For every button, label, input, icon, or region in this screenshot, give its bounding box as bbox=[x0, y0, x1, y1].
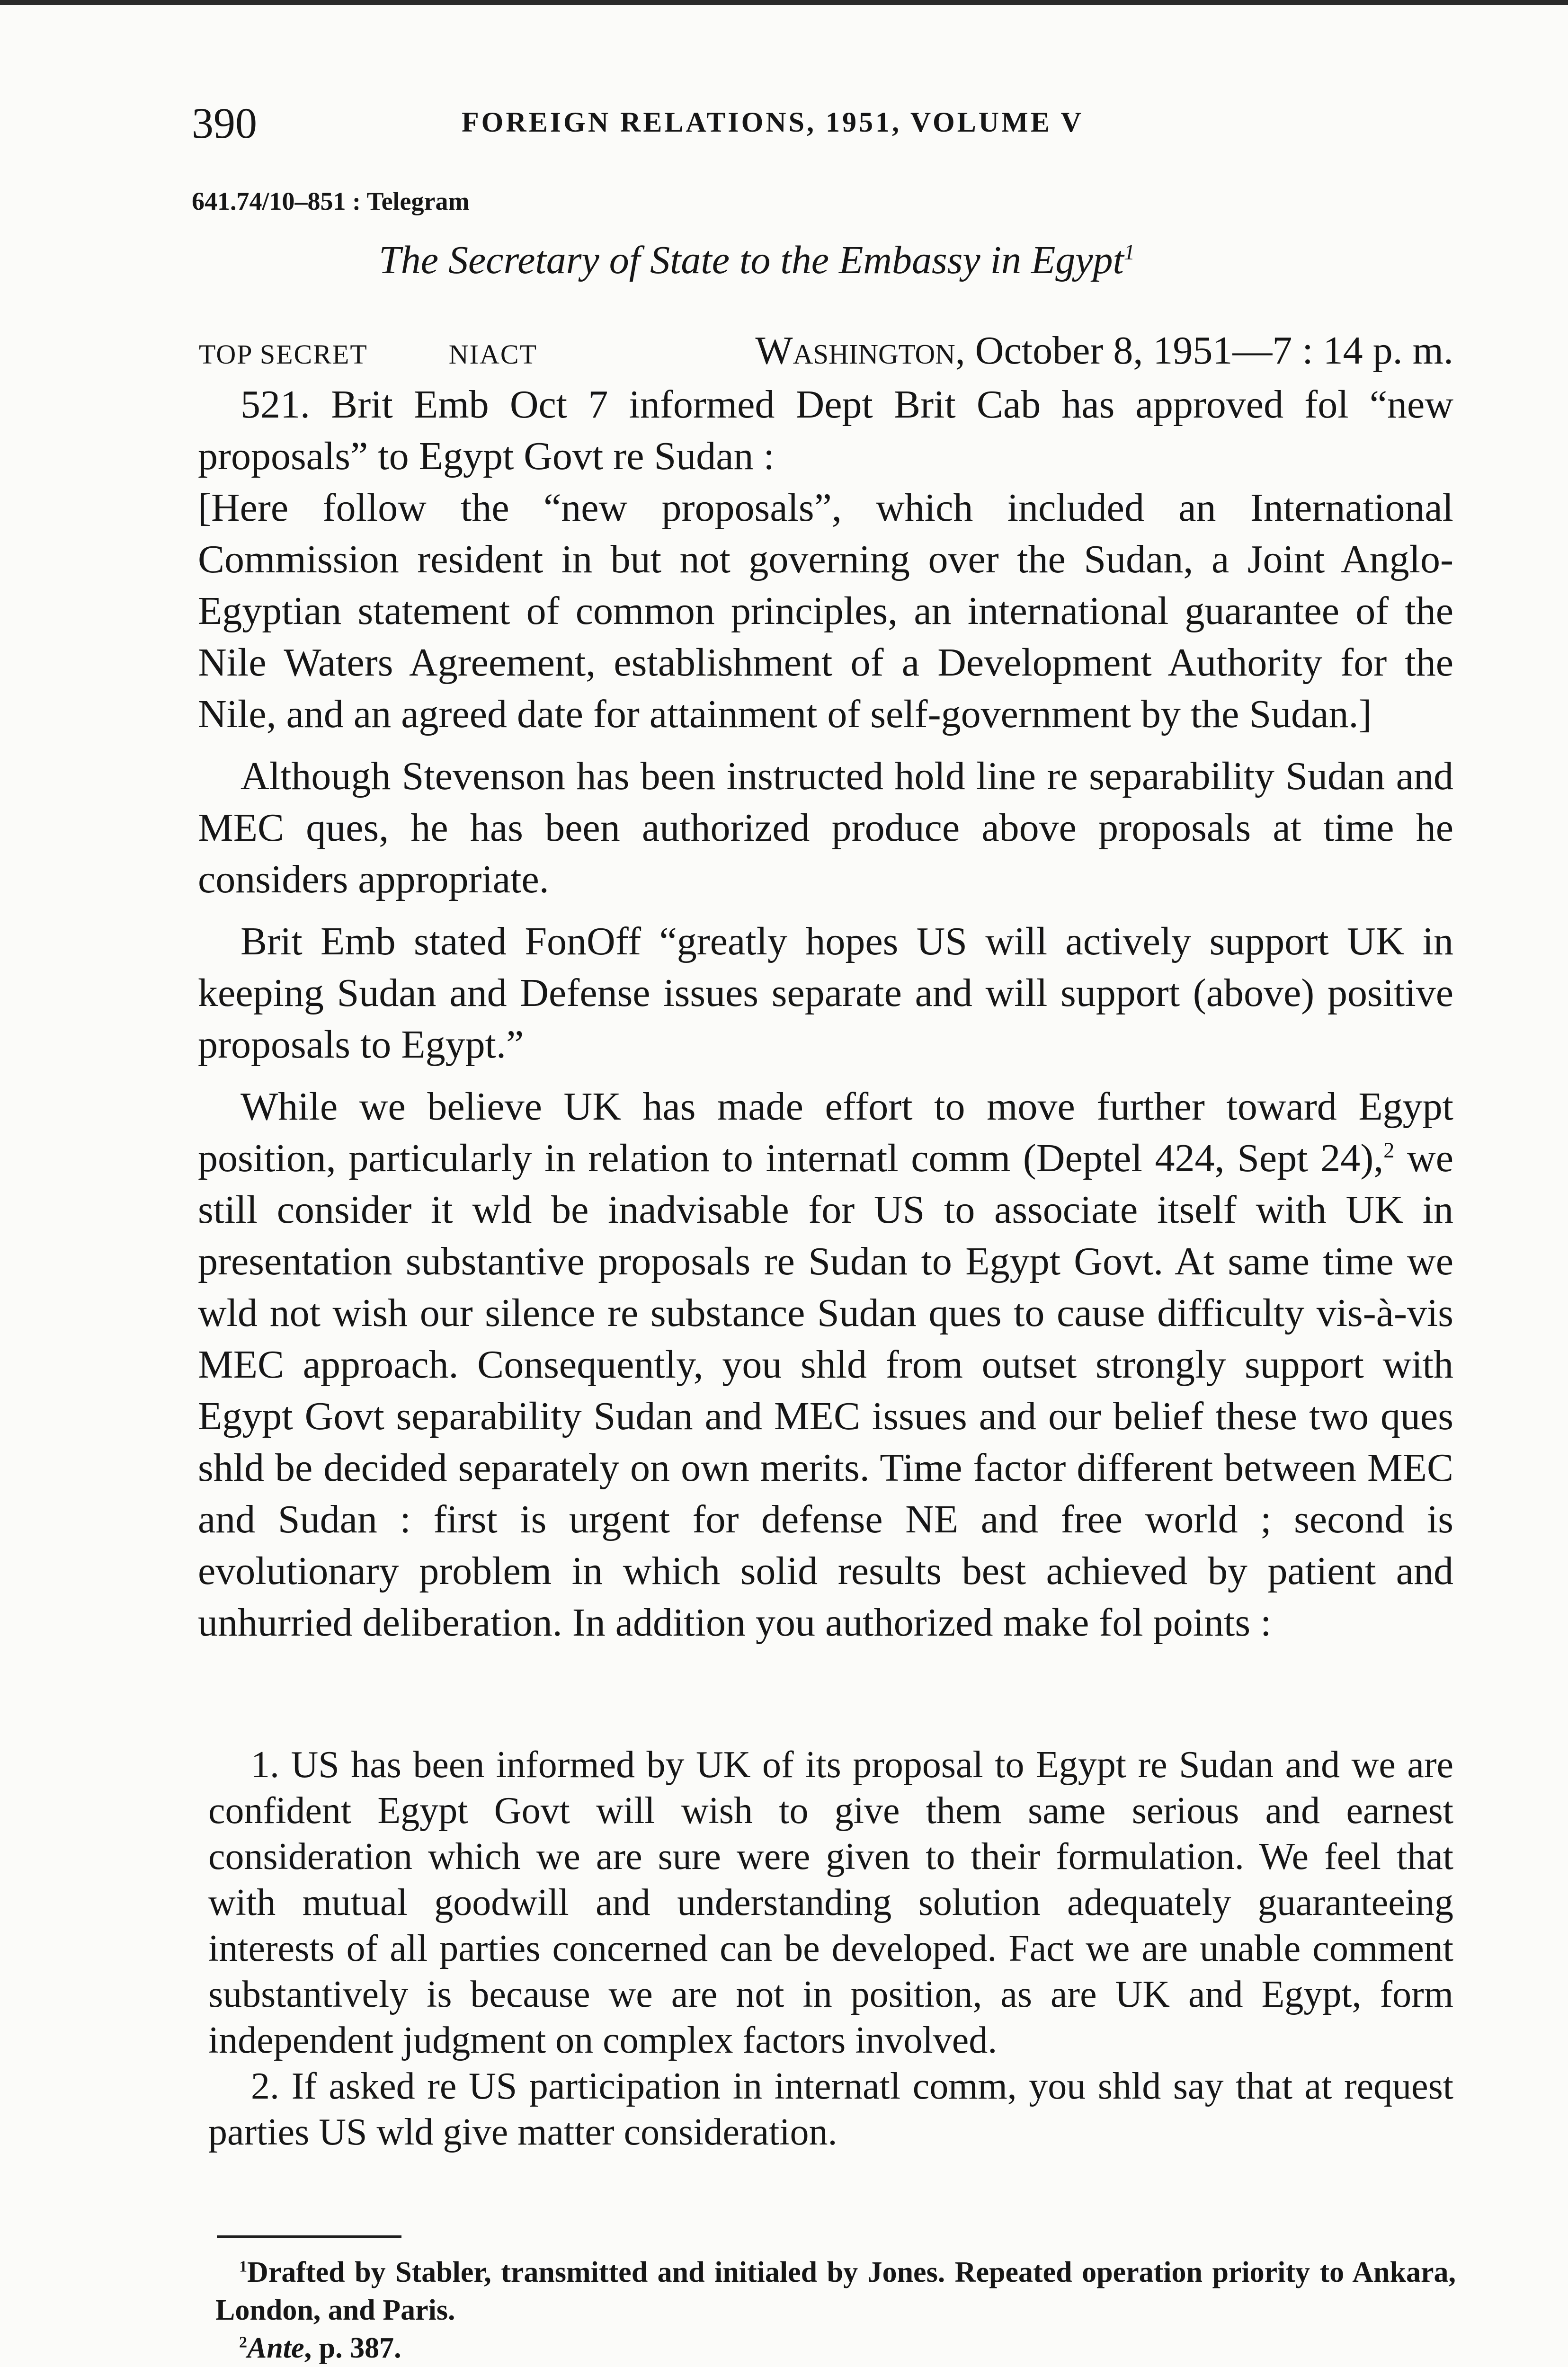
telegram-body bbox=[198, 379, 1453, 1648]
footnote-1-marker: 1 bbox=[239, 2258, 248, 2276]
paragraph-3: Although Stevenson has been instructed hold line re separability Sudan and MEC ques, he has been authorized produce above proposals at time he considers appropriate. bbox=[198, 754, 1453, 901]
footnote-2 bbox=[215, 2329, 1456, 2367]
footnote-marker-2: 2 bbox=[1383, 1138, 1395, 1162]
paragraph-5 bbox=[198, 1081, 1453, 1648]
top-border bbox=[0, 0, 1568, 5]
dateline bbox=[755, 325, 1453, 377]
date-time: , October 8, 1951—7 : 14 p. m. bbox=[955, 329, 1453, 373]
footnote-2-marker: 2 bbox=[239, 2333, 248, 2351]
footnote-2-ante: Ante bbox=[247, 2332, 304, 2364]
footnotes bbox=[215, 2253, 1456, 2367]
paragraph-1: 521. Brit Emb Oct 7 informed Dept Brit Cab has approved fol “new proposals” to Egypt Govt re Sudan : bbox=[198, 383, 1453, 478]
footnote-rule bbox=[217, 2235, 401, 2238]
page-number: 390 bbox=[192, 99, 257, 147]
page-header bbox=[192, 95, 1470, 151]
footnote-marker-1: 1 bbox=[1123, 240, 1135, 264]
editorial-note: [Here follow the “new proposals”, which included an International Commission resident in but not governing over the Sudan, a Joint Anglo-Egyptian statement of common principles, an international guarantee of the Nile Waters Agreement, establishment of a Development Authority for the Nile, and an agreed date for attainment of self-government by the Sudan.] bbox=[198, 486, 1453, 736]
paragraph-4: Brit Emb stated FonOff “greatly hopes US will actively support UK in keeping Sudan and Defense issues separate and will support (above) positive proposals to Egypt.” bbox=[198, 919, 1453, 1067]
classification-level: TOP SECRET bbox=[199, 339, 368, 370]
classification-line bbox=[199, 325, 1453, 377]
numbered-points bbox=[208, 1742, 1453, 2155]
footnote-2-text: , p. 387. bbox=[304, 2332, 401, 2364]
precedence: NIACT bbox=[448, 339, 537, 370]
document-title bbox=[379, 234, 1135, 286]
footnote-1-text: Drafted by Stabler, transmitted and initialed by Jones. Repeated operation priority to Ankara, London, and Paris. bbox=[215, 2256, 1456, 2326]
running-title: FOREIGN RELATIONS, 1951, VOLUME V bbox=[462, 107, 1084, 138]
paragraph-5-part-2: we still consider it wld be inadvisable for US to associate itself with UK in presentation substantive proposals re Sudan to Egypt Govt. At same time we wld not wish our silence re substance Sudan ques to cause difficulty vis-à-vis MEC approach. Consequently, you shld from outset strongly support with Egypt Govt separability Sudan and MEC issues and our belief these two ques shld be decided separately on own merits. Time factor different between MEC and Sudan : first is urgent for defense NE and free world ; second is evolutionary problem in which solid results best achieved by patient and unhurried deliberation. In addition you authorized make fol points : bbox=[198, 1136, 1453, 1645]
point-2: 2. If asked re US participation in internatl comm, you shld say that at request parties US wld give matter consideration. bbox=[208, 2065, 1453, 2153]
point-1: 1. US has been informed by UK of its proposal to Egypt re Sudan and we are confident Egypt Govt will wish to give them same serious and earnest consideration which we are sure were given to their formulation. We feel that with mutual goodwill and understanding solution adequately guaranteeing interests of all parties concerned can be developed. Fact we are unable comment substantively is because we are not in position, as are UK and Egypt, form independent judgment on complex factors involved. bbox=[208, 1744, 1453, 2061]
place: Washington bbox=[755, 329, 955, 373]
document-title-text: The Secretary of State to the Embassy in Egypt bbox=[379, 238, 1124, 282]
file-reference: 641.74/10–851 : Telegram bbox=[192, 187, 470, 215]
footnote-1 bbox=[215, 2253, 1456, 2329]
paragraph-5-part-1: While we believe UK has made effort to move further toward Egypt position, particularly in relation to internatl comm (Deptel 424, Sept 24), bbox=[198, 1085, 1453, 1180]
